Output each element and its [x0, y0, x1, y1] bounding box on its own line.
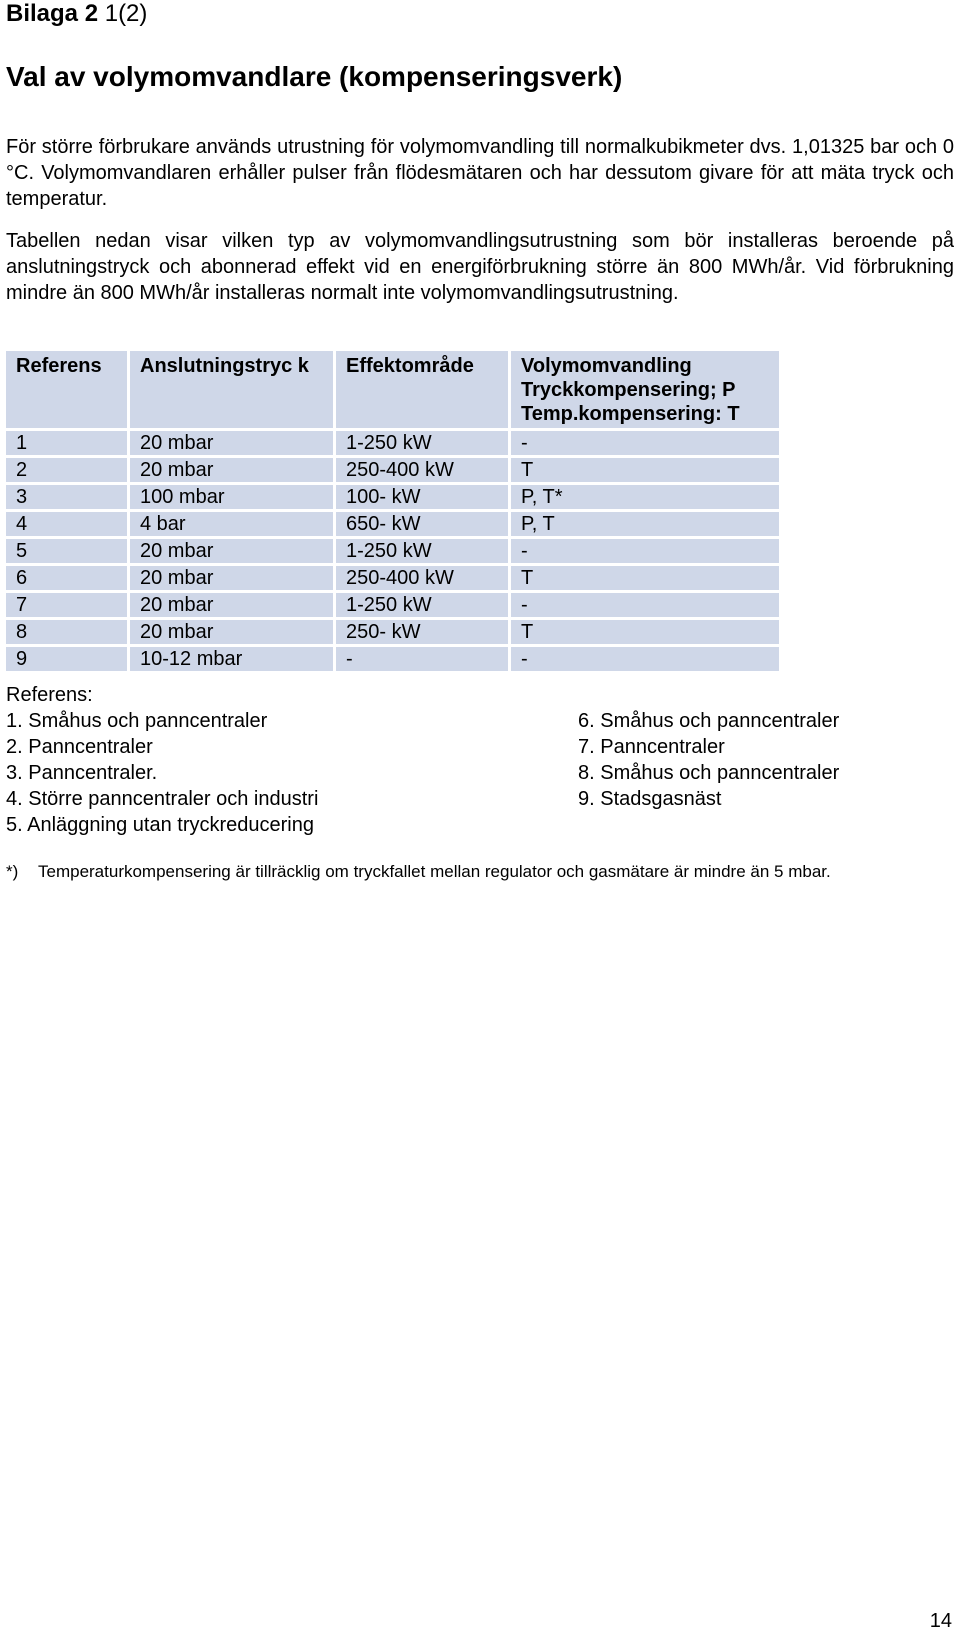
cell: 7 [6, 593, 127, 617]
reference-item: 7. Panncentraler [578, 736, 725, 758]
table-row [6, 458, 779, 482]
cell: 5 [6, 539, 127, 563]
cell: 20 mbar [130, 566, 333, 590]
cell: 20 mbar [130, 458, 333, 482]
cell: 20 mbar [130, 539, 333, 563]
cell: 4 [6, 512, 127, 536]
cell: 10-12 mbar [130, 647, 333, 671]
cell: 1-250 kW [336, 593, 508, 617]
header-anslutningstryck: Anslutningstryc k [130, 351, 333, 428]
cell: - [511, 593, 779, 617]
table-row [6, 512, 779, 536]
header-rest: 1(2) [98, 0, 148, 27]
header-bold: Bilaga 2 [6, 0, 99, 27]
header-volymomvandling: Volymomvandling Tryckkompensering; P Temp.kompensering: T [511, 351, 779, 428]
cell: 100- kW [336, 485, 508, 509]
cell: 100 mbar [130, 485, 333, 509]
cell: 250-400 kW [336, 566, 508, 590]
cell: P, T [511, 512, 779, 536]
table-row [6, 485, 779, 509]
cell: T [511, 620, 779, 644]
conversion-table [3, 348, 782, 674]
intro-paragraph [6, 134, 954, 212]
cell: - [511, 539, 779, 563]
cell: P, T* [511, 485, 779, 509]
header-effektomrade: Effektområde [336, 351, 508, 428]
paragraph-text: Tabellen nedan visar vilken typ av volymomvandlingsutrustning som bör installeras beroende på anslutningstryck och abonnerad effekt vid en energiförbrukning större än 800 MWh/år. Vid förbrukning mindre än 800 MWh/år installeras normalt inte volymomvandlingsutrustning. [6, 230, 954, 304]
table-row [6, 647, 779, 671]
cell: 8 [6, 620, 127, 644]
reference-heading: Referens: [6, 684, 93, 706]
reference-list-right [578, 708, 839, 812]
cell: 2 [6, 458, 127, 482]
reference-item: 5. Anläggning utan tryckreducering [6, 814, 314, 836]
cell: 1-250 kW [336, 431, 508, 455]
cell: - [511, 431, 779, 455]
table-row [6, 620, 779, 644]
footnote-mark: *) [6, 862, 19, 881]
reference-item: 9. Stadsgasnäst [578, 788, 722, 810]
table-row [6, 593, 779, 617]
cell: 20 mbar [130, 593, 333, 617]
reference-item: 4. Större panncentraler och industri [6, 788, 319, 810]
cell: 6 [6, 566, 127, 590]
cell: 20 mbar [130, 620, 333, 644]
table-row [6, 566, 779, 590]
cell: T [511, 566, 779, 590]
table-row [6, 539, 779, 563]
table-header-row [6, 351, 779, 428]
cell: 650- kW [336, 512, 508, 536]
reference-item: 3. Panncentraler. [6, 762, 158, 784]
page-title: Val av volymomvandlare (kompenseringsverk) [6, 61, 623, 92]
cell: 250- kW [336, 620, 508, 644]
reference-item: 2. Panncentraler [6, 736, 153, 758]
cell: T [511, 458, 779, 482]
cell: 9 [6, 647, 127, 671]
page-number: 14 [929, 1610, 952, 1632]
cell: - [336, 647, 508, 671]
table-description-paragraph [6, 228, 954, 306]
reference-item: 6. Småhus och panncentraler [578, 710, 840, 732]
reference-item: 8. Småhus och panncentraler [578, 762, 840, 784]
cell: 20 mbar [130, 431, 333, 455]
cell: 4 bar [130, 512, 333, 536]
header-referens: Referens [6, 351, 127, 428]
footnote-text: Temperaturkompensering är tillräcklig om tryckfallet mellan regulator och gasmätare är mindre än 5 mbar. [38, 862, 831, 881]
cell: 1-250 kW [336, 539, 508, 563]
reference-list-left [6, 682, 318, 838]
cell: 3 [6, 485, 127, 509]
cell: - [511, 647, 779, 671]
paragraph-text: För större förbrukare används utrustning för volymomvandling till normalkubikmeter dvs. 1,01325 bar och 0 °C. Volymomvandlaren erhåller pulser från flödesmätaren och har dessutom givare för att mäta tryck och temperatur. [6, 136, 954, 210]
document-header [6, 0, 147, 28]
footnote [6, 860, 958, 884]
reference-item: 1. Småhus och panncentraler [6, 710, 268, 732]
cell: 250-400 kW [336, 458, 508, 482]
cell: 1 [6, 431, 127, 455]
table-row [6, 431, 779, 455]
